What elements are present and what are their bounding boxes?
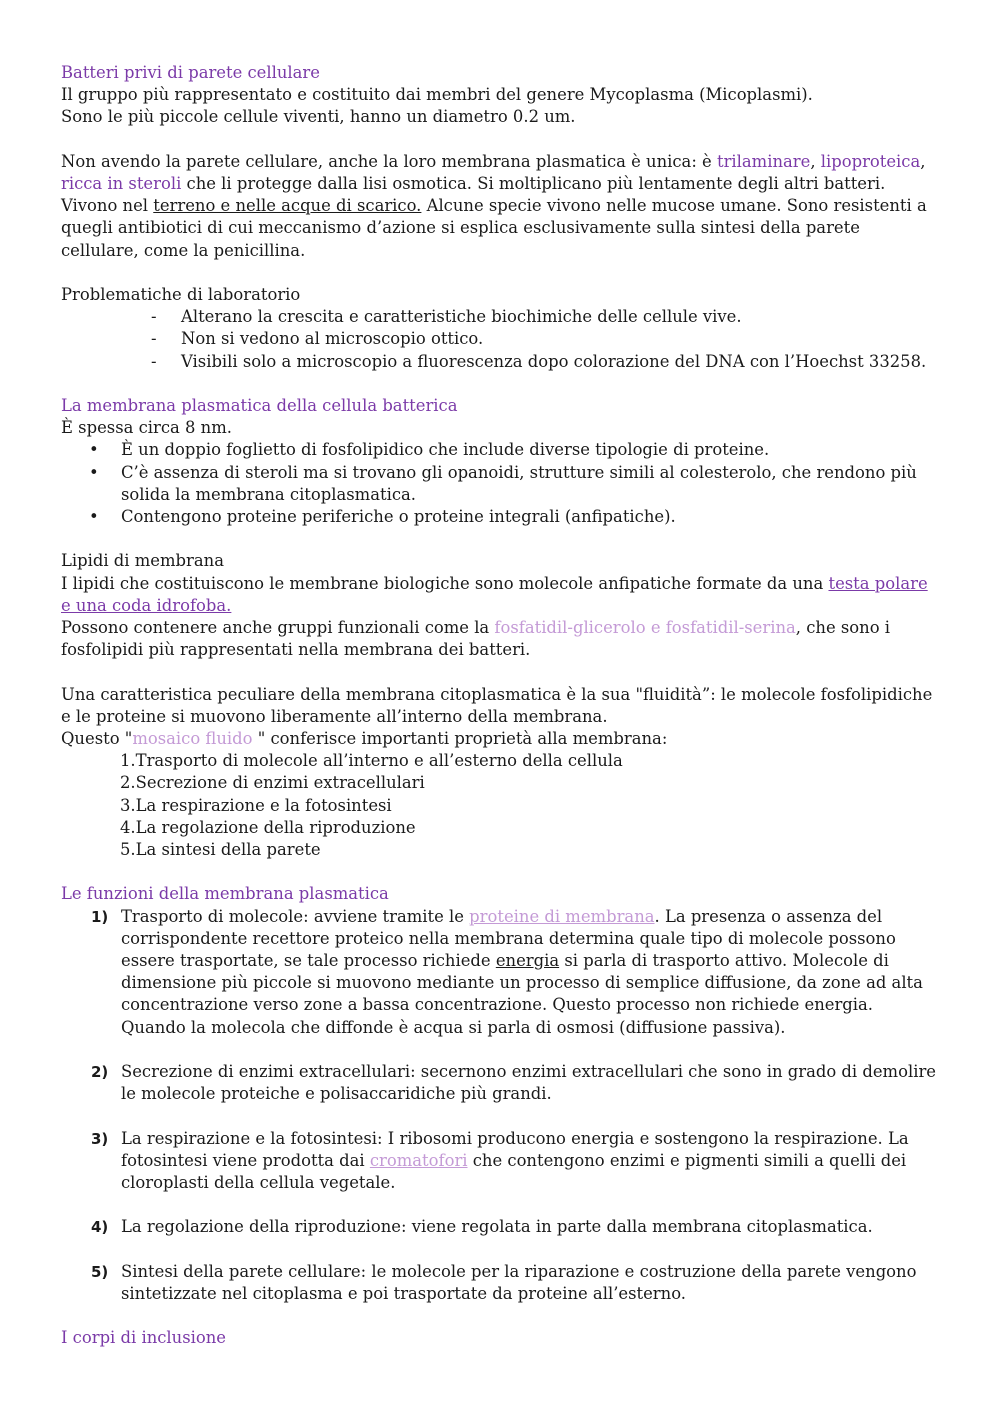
membrane-functions-list xyxy=(61,906,941,1306)
underline-energia: energia xyxy=(495,951,560,971)
paragraph-diametro: Sono le più piccole cellule viventi, hanno un diametro 0.2 um. xyxy=(61,107,576,127)
list-item: 4) La regolazione della riproduzione: viene regolata in parte dalla membrana citoplasmatica. xyxy=(61,1216,941,1238)
lab-issues-list xyxy=(61,306,941,373)
paragraph-gruppi-funzionali: Possono contenere anche gruppi funzionali come la fosfatidil-glicerolo e fosfatidil-serina, che sono i fosfolipidi più rappresentati nella membrana dei batteri. xyxy=(61,618,891,660)
paragraph-mycoplasma: Il gruppo più rappresentato e costituito dai membri del genere Mycoplasma (Micoplasmi). xyxy=(61,85,813,105)
heading-funzioni-membrana: Le funzioni della membrana plasmatica xyxy=(61,884,389,904)
list-item: 3) La respirazione e la fotosintesi: I ribosomi producono energia e sostengono la respirazione. La fotosintesi viene prodotta dai cromatofori che contengono enzimi e pigmenti simili a quelli dei cloroplasti della cellula vegetale. xyxy=(91,1128,909,1193)
list-item: - Alterano la crescita e caratteristiche biochimiche delle cellule vive. xyxy=(61,306,941,328)
list-item: 5) Sintesi della parete cellulare: le molecole per la riparazione e costruzione della parete vengono sintetizzate nel citoplasma e poi trasportate da proteine all’esterno. xyxy=(91,1261,917,1304)
highlight-ricca-steroli: ricca in steroli xyxy=(61,174,182,193)
heading-corpi-inclusione: I corpi di inclusione xyxy=(61,1328,227,1348)
highlight-mosaico-fluido: mosaico fluido xyxy=(132,729,258,749)
list-item: • È un doppio foglietto di fosfolipidico che include diverse tipologie di proteine. xyxy=(61,439,941,461)
list-item: • C’è assenza di steroli ma si trovano gli opanoidi, strutture simili al colesterolo, che rendono più solida la membrana citoplasmatica. xyxy=(61,462,941,506)
membrane-features-list xyxy=(61,439,941,528)
list-item: - Non si vedono al microscopio ottico. xyxy=(61,328,941,350)
link-testa-polare[interactable]: testa polare e una coda idrofoba. xyxy=(61,573,928,615)
list-item: 3.La respirazione e la fotosintesi xyxy=(120,795,392,815)
list-item: 5.La sintesi della parete xyxy=(120,840,321,860)
list-item: • Contengono proteine periferiche o proteine integrali (anfipatiche). xyxy=(61,506,941,528)
underline-terreno: terreno e nelle acque di scarico. xyxy=(153,196,422,216)
membrane-properties-list xyxy=(61,750,941,861)
item-number: 5) xyxy=(91,1262,109,1281)
list-item: 4.La regolazione della riproduzione xyxy=(120,817,416,837)
item-number: 2) xyxy=(91,1063,109,1082)
heading-batteri-privi-parete: Batteri privi di parete cellulare xyxy=(61,63,320,82)
heading-membrana-plasmatica: La membrana plasmatica della cellula batterica xyxy=(61,396,458,415)
heading-lipidi-membrana: Lipidi di membrana xyxy=(61,551,224,571)
highlight-lipoproteica: lipoproteica xyxy=(820,151,921,171)
link-proteine-membrana[interactable]: proteine di membrana xyxy=(469,906,655,926)
list-item: 2) Secrezione di enzimi extracellulari: secernono enzimi extracellulari che sono in grado di demolire le molecole proteiche e polisaccaridiche più grandi. xyxy=(91,1062,936,1104)
item-number: 4) xyxy=(91,1218,109,1237)
paragraph-fluidita: Una caratteristica peculiare della membrana citoplasmatica è la sua "fluidità”: le molecole fosfolipidiche e le proteine si muovono liberamente all’interno della membrana. xyxy=(61,684,933,726)
list-item: - Visibili solo a microscopio a fluorescenza dopo colorazione del DNA con l’Hoechst 33258. xyxy=(61,351,941,373)
link-cromatofori[interactable]: cromatofori xyxy=(369,1150,468,1170)
highlight-trilaminare: trilaminare xyxy=(716,151,811,171)
document-page xyxy=(61,62,941,1350)
highlight-fosfatidil: fosfatidil-glicerolo e fosfatidil-serina xyxy=(494,618,796,638)
list-item: 1) Trasporto di molecole: avviene tramite le proteine di membrana. La presenza o assenza del corrispondente recettore proteico nella membrana determina quale tipo di molecole possono essere trasportate, se tale processo richiede energia si parla di trasporto attivo. Molecole di dimensione più piccole si muovono mediante un processo di semplice diffusione, da zone ad alta concentrazione verso zone a bassa concentrazione. Questo processo non richiede energia. Quando la molecola che diffonde è acqua si parla di osmosi (diffusione passiva). xyxy=(91,906,923,1037)
paragraph-spessore: È spessa circa 8 nm. xyxy=(61,418,232,438)
item-number: 3) xyxy=(91,1129,109,1148)
list-item: 1.Trasporto di molecole all’interno e all’esterno della cellula xyxy=(120,751,623,771)
list-item: 2.Secrezione di enzimi extracellulari xyxy=(120,773,425,793)
paragraph-lipidi-anfipatici: I lipidi che costituiscono le membrane biologiche sono molecole anfipatiche formate da una testa polare e una coda idrofoba. xyxy=(61,573,928,615)
heading-problematiche-laboratorio: Problematiche di laboratorio xyxy=(61,285,301,304)
paragraph-membrana-unica: Non avendo la parete cellulare, anche la loro membrana plasmatica è unica: è trilaminare, lipoproteica, ricca in steroli che li protegge dalla lisi osmotica. Si moltiplicano più lentamente degli altri batteri. Vivono nel terreno e nelle acque di scarico. Alcune specie vivono nelle mucose umane. Sono resistenti a quegli antibiotici di cui meccanismo d’azione si esplica esclusivamente sulla sintesi della parete cellulare, come la penicillina. xyxy=(61,151,927,260)
item-number: 1) xyxy=(91,907,109,926)
paragraph-mosaico-fluido: Questo "mosaico fluido " conferisce importanti proprietà alla membrana: xyxy=(61,729,668,749)
